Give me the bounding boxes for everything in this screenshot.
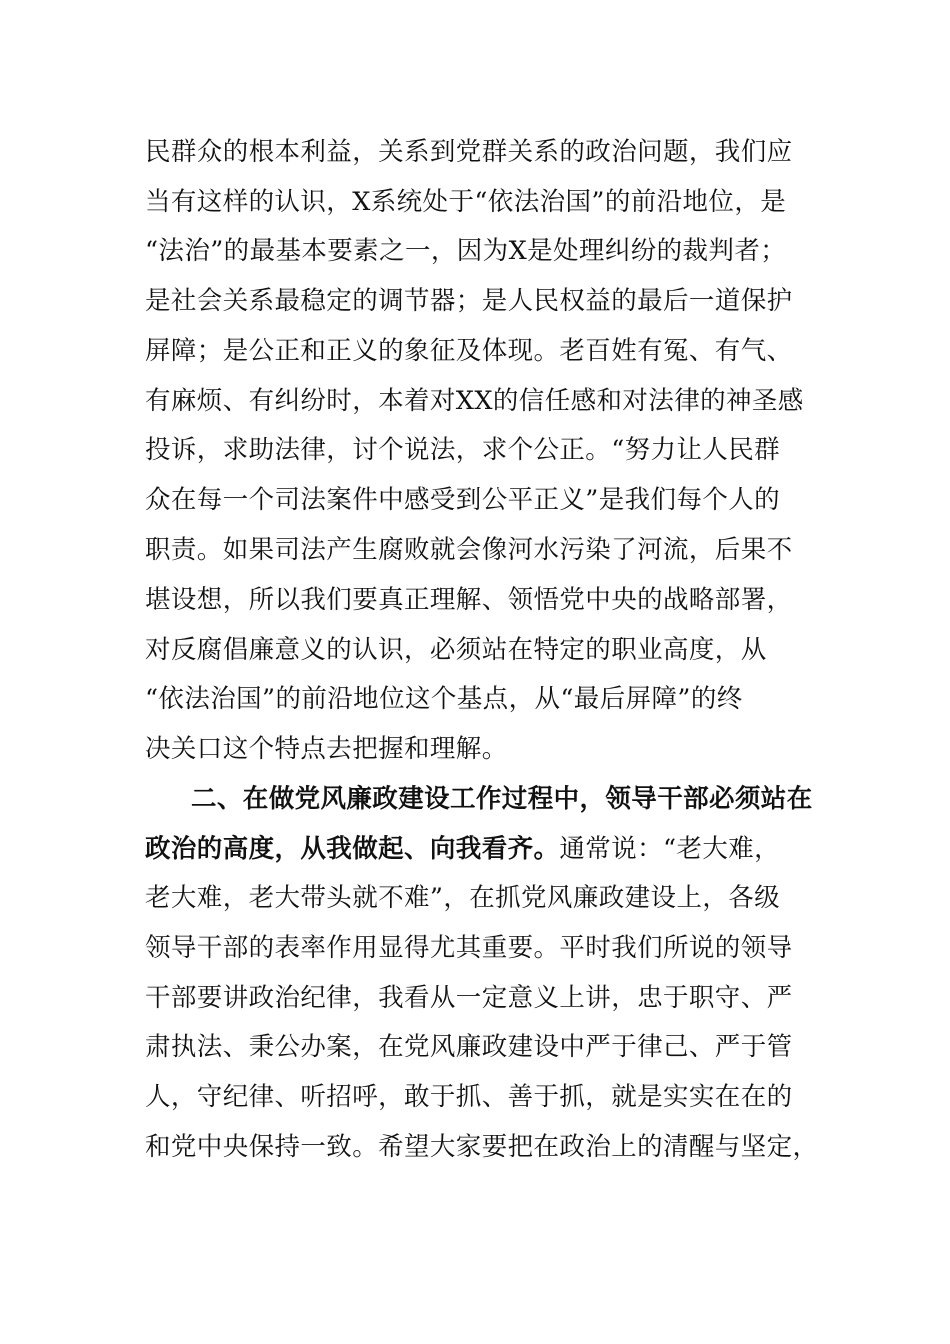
body-text-line: 有麻烦、有纠纷时，本着对XX的信任感和对法律的神圣感 (145, 386, 804, 416)
body-text-inline: 通常说：“老大难， (559, 834, 781, 864)
body-text-line: “依法治国”的前沿地位这个基点，从“最后屏障”的终 (145, 684, 743, 714)
body-text-line: 是社会关系最稳定的调节器；是人民权益的最后一道保护 (145, 286, 793, 316)
body-text-line: 老大难，老大带头就不难”，在抓党风廉政建设上，各级 (145, 883, 781, 913)
section-heading: 二、在做党风廉政建设工作过程中，领导干部必须站在 (191, 784, 813, 814)
body-text-line: 投诉，求助法律，讨个说法，求个公正。“努力让人民群 (145, 435, 781, 465)
body-text-line: 决关口这个特点去把握和理解。 (145, 734, 508, 764)
body-text-line: 肃执法、秉公办案，在党风廉政建设中严于律己、严于管 (145, 1032, 793, 1062)
body-text-line: 民群众的根本利益，关系到党群关系的政治问题，我们应 (145, 137, 793, 167)
body-text-line: 众在每一个司法案件中感受到公平正义”是我们每个人的 (145, 485, 781, 515)
body-text-line: 堪设想，所以我们要真正理解、领悟党中央的战略部署， (145, 585, 793, 615)
body-text-line: “法治”的最基本要素之一，因为X是处理纠纷的裁判者； (145, 236, 787, 266)
body-text-line: 屏障；是公正和正义的象征及体现。老百姓有冤、有气、 (145, 336, 793, 366)
section-heading-continuation (145, 824, 825, 874)
body-text-line: 领导干部的表率作用显得尤其重要。平时我们所说的领导 (145, 933, 793, 963)
body-text-line: 干部要讲政治纪律，我看从一定意义上讲，忠于职守、严 (145, 983, 793, 1013)
body-text-line: 人，守纪律、听招呼，敢于抓、善于抓，就是实实在在的 (145, 1082, 793, 1112)
section-heading-bold-part: 政治的高度，从我做起、向我看齐。 (145, 834, 560, 864)
body-text-line: 对反腐倡廉意义的认识，必须站在特定的职业高度，从 (145, 635, 767, 665)
body-text-line: 当有这样的认识，X系统处于“依法治国”的前沿地位，是 (145, 187, 787, 217)
body-text-line: 和党中央保持一致。希望大家要把在政治上的清醒与坚定， (145, 1132, 819, 1162)
body-text-line: 职责。如果司法产生腐败就会像河水污染了河流，后果不 (145, 535, 793, 565)
